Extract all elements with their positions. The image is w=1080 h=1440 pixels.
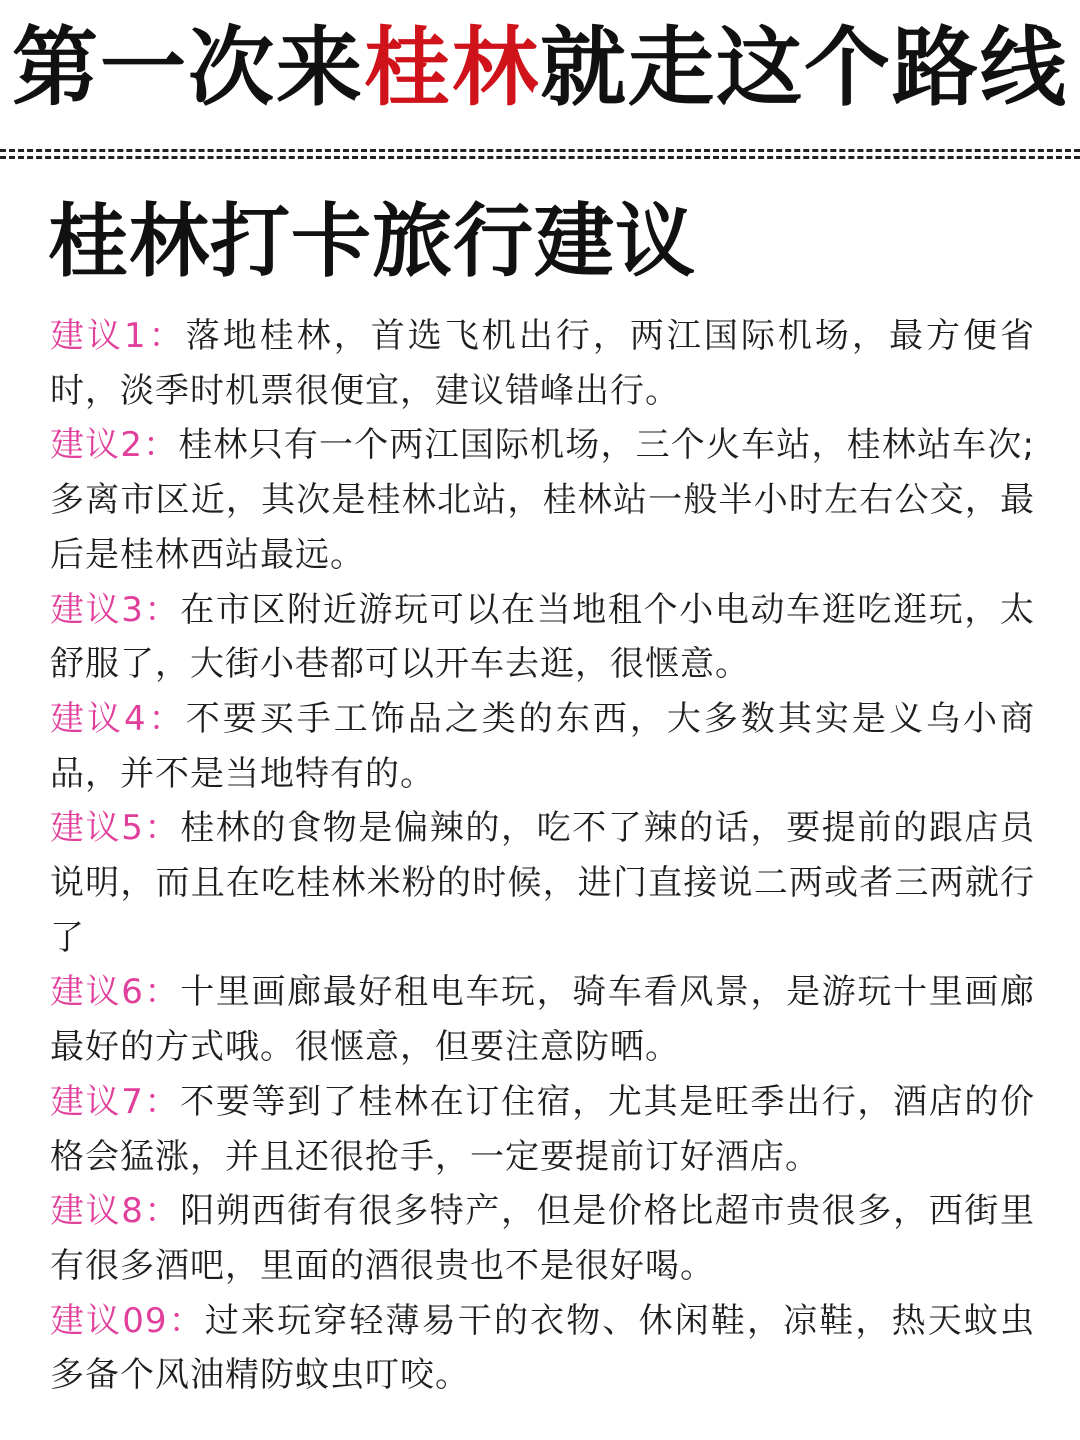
tip-label: 建议2： — [50, 425, 179, 466]
header-title-pre: 第一次来 — [12, 18, 364, 118]
tip-text: 桂林只有一个两江国际机场，三个火车站，桂林站车次;多离市区近，其次是桂林北站，桂林站一般半小时左右公交，最后是桂林西站最远。 — [50, 425, 1035, 575]
tip-text: 落地桂林，首选飞机出行，两江国际机场，最方便省时，淡季时机票很便宜，建议错峰出行。 — [50, 316, 1035, 411]
dashed-divider-bottom — [0, 156, 1080, 159]
tip-item — [50, 309, 1035, 418]
tip-text: 在市区附近游玩可以在当地租个小电动车逛吃逛玩，太舒服了，大街小巷都可以开车去逛，很惬意。 — [50, 589, 1036, 685]
header-title-accent: 桂林 — [364, 18, 540, 118]
tip-item — [50, 965, 1035, 1074]
tip-item — [50, 1184, 1035, 1293]
tips-list — [50, 309, 1035, 1403]
dashed-divider-top — [0, 149, 1080, 152]
tip-label: 建议4： — [50, 698, 186, 739]
tip-text: 过来玩穿轻薄易干的衣物、休闲鞋，凉鞋，热天蚊虫多备个风油精防蚊虫叮咬。 — [50, 1300, 1036, 1396]
header-title-post: 就走这个路线 — [540, 18, 1068, 118]
tip-label: 建议5： — [50, 808, 181, 849]
tip-text: 桂林的食物是偏辣的，吃不了辣的话，要提前的跟店员说明，而且在吃桂林米粉的时候，进门直接说二两或者三两就行了 — [50, 808, 1036, 958]
tip-label: 建议6： — [50, 972, 181, 1013]
tip-item — [50, 1294, 1035, 1403]
header-title — [0, 18, 1080, 118]
tip-label: 建议7： — [50, 1081, 181, 1122]
tip-label: 建议3： — [50, 589, 181, 630]
header — [0, 0, 1080, 140]
tip-item — [50, 418, 1035, 582]
section-title: 桂林打卡旅行建议 — [48, 195, 696, 288]
tip-label: 建议1： — [50, 316, 186, 356]
tip-item — [50, 1075, 1035, 1184]
tip-item — [50, 583, 1035, 692]
tip-item — [50, 801, 1035, 965]
tip-text: 十里画廊最好租电车玩，骑车看风景，是游玩十里画廊最好的方式哦。很惬意，但要注意防晒。 — [50, 972, 1036, 1068]
tip-text: 阳朔西街有很多特产，但是价格比超市贵很多，西街里有很多酒吧，里面的酒很贵也不是很好喝。 — [50, 1191, 1036, 1286]
tip-label: 建议8： — [50, 1191, 181, 1232]
tip-item — [50, 692, 1035, 801]
tip-label: 建议09： — [50, 1300, 205, 1341]
tip-text: 不要买手工饰品之类的东西，大多数其实是义乌小商品，并不是当地特有的。 — [50, 698, 1035, 794]
tip-text: 不要等到了桂林在订住宿，尤其是旺季出行，酒店的价格会猛涨，并且还很抢手，一定要提前订好酒店。 — [50, 1081, 1036, 1177]
